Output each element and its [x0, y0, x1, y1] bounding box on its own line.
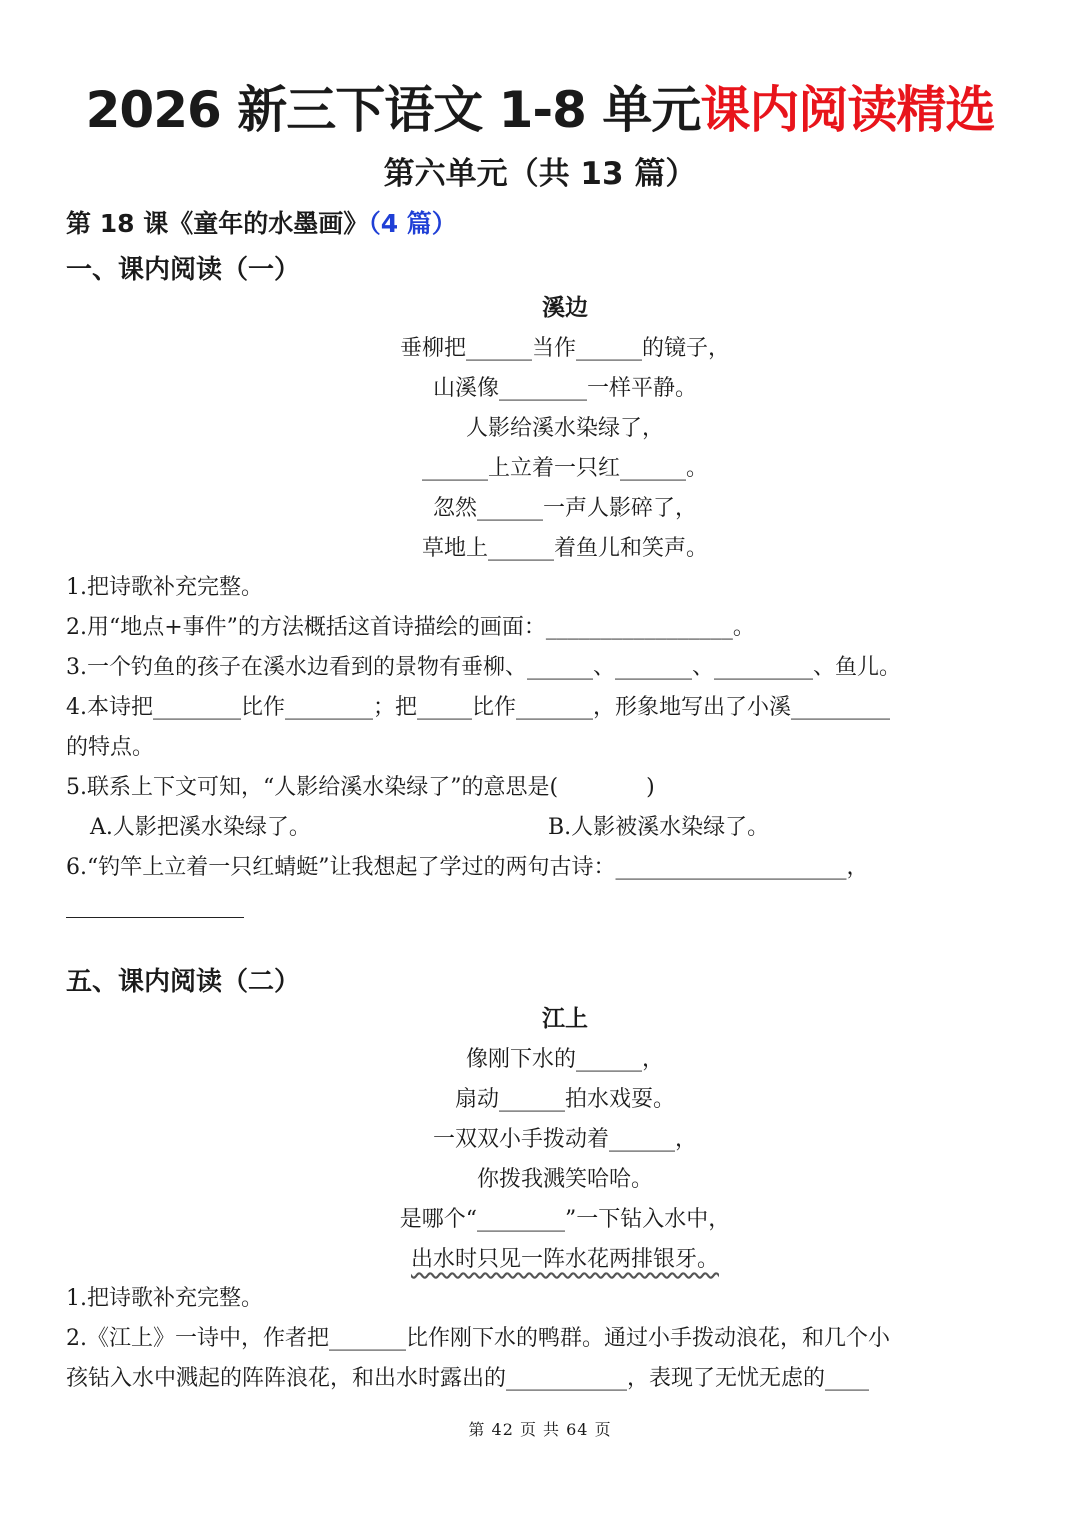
poem-line: 人影给溪水染绿了，: [465, 416, 664, 441]
poem-line: 像刚下水的______，: [465, 1047, 664, 1072]
poem-line: 你拨我溅笑哈哈。: [476, 1167, 653, 1192]
question-2-2: 2.《江上》一诗中，作者把_______比作刚下水的鸭群。通过小手拨动浪花，和几个小: [66, 1326, 890, 1351]
poem-line: ______上立着一只红______。: [421, 456, 708, 481]
question-3: 3.一个钓鱼的孩子在溪水边看到的景物有垂柳、______、_______、_________、鱼儿。: [66, 655, 901, 680]
question-6: 6.“钓竿上立着一只红蜻蜓”让我想起了学过的两句古诗：_____________________，: [66, 855, 869, 880]
unit-subtitle: 第六单元（共 13 篇）: [383, 156, 697, 192]
option-a: A.人影把溪水染绿了。: [90, 815, 311, 840]
question-2-1: 1.把诗歌补充完整。: [66, 1286, 263, 1311]
poem-title-xibian: 溪边: [542, 295, 588, 321]
poem-line: 扇动______拍水戏耍。: [454, 1087, 675, 1112]
section-heading-1: 一、课内阅读（一）: [66, 255, 301, 285]
title-main: 2026 新三下语文 1-8 单元: [85, 81, 701, 139]
poem-line: 草地上______着鱼儿和笑声。: [421, 536, 708, 561]
poem-line: 一双双小手拨动着______，: [432, 1127, 697, 1152]
underlined-text: 出水时只见一阵水花两排银牙。: [410, 1247, 719, 1272]
question-2-2-continued: 孩钻入水中溅起的阵阵浪花，和出水时露出的___________，表现了无忧无虑的____: [66, 1366, 870, 1391]
title-highlight: 课内阅读精选: [700, 81, 995, 139]
page-footer: 第 42 页 共 64 页: [468, 1420, 612, 1439]
question-5: 5.联系上下文可知，“人影给溪水染绿了”的意思是( ): [66, 775, 655, 800]
poem-line: 山溪像________一样平静。: [432, 376, 697, 401]
lesson-count: （4 篇）: [368, 209, 457, 238]
question-2: 2.用“地点+事件”的方法概括这首诗描绘的画面：_________________。: [66, 615, 755, 640]
question-4: 4.本诗把________比作________；把_____比作_______，形象地写出了小溪_________: [66, 695, 890, 720]
question-1: 1.把诗歌补充完整。: [66, 575, 263, 600]
lesson-name: 第 18 课《童年的水墨画》: [66, 209, 369, 238]
document-title: [0, 78, 1080, 142]
poem-line: 是哪个“________”一下钻入水中，: [399, 1207, 731, 1232]
poem-title-jiangshang: 江上: [542, 1006, 588, 1032]
section-heading-2: 五、课内阅读（二）: [66, 967, 301, 997]
poem-jiangshang: [0, 1040, 1080, 1280]
lesson-title: [66, 204, 457, 244]
question-4-continued: 的特点。: [66, 735, 155, 760]
poem-line: 垂柳把______当作______的镜子，: [399, 336, 730, 361]
poem-line: 忽然______一声人影碎了，: [432, 496, 697, 521]
poem-line-underlined: [0, 1240, 1080, 1280]
answer-blank-line: [66, 917, 244, 918]
option-b: B.人影被溪水染绿了。: [548, 815, 770, 840]
poem-xibian: [0, 329, 1080, 569]
